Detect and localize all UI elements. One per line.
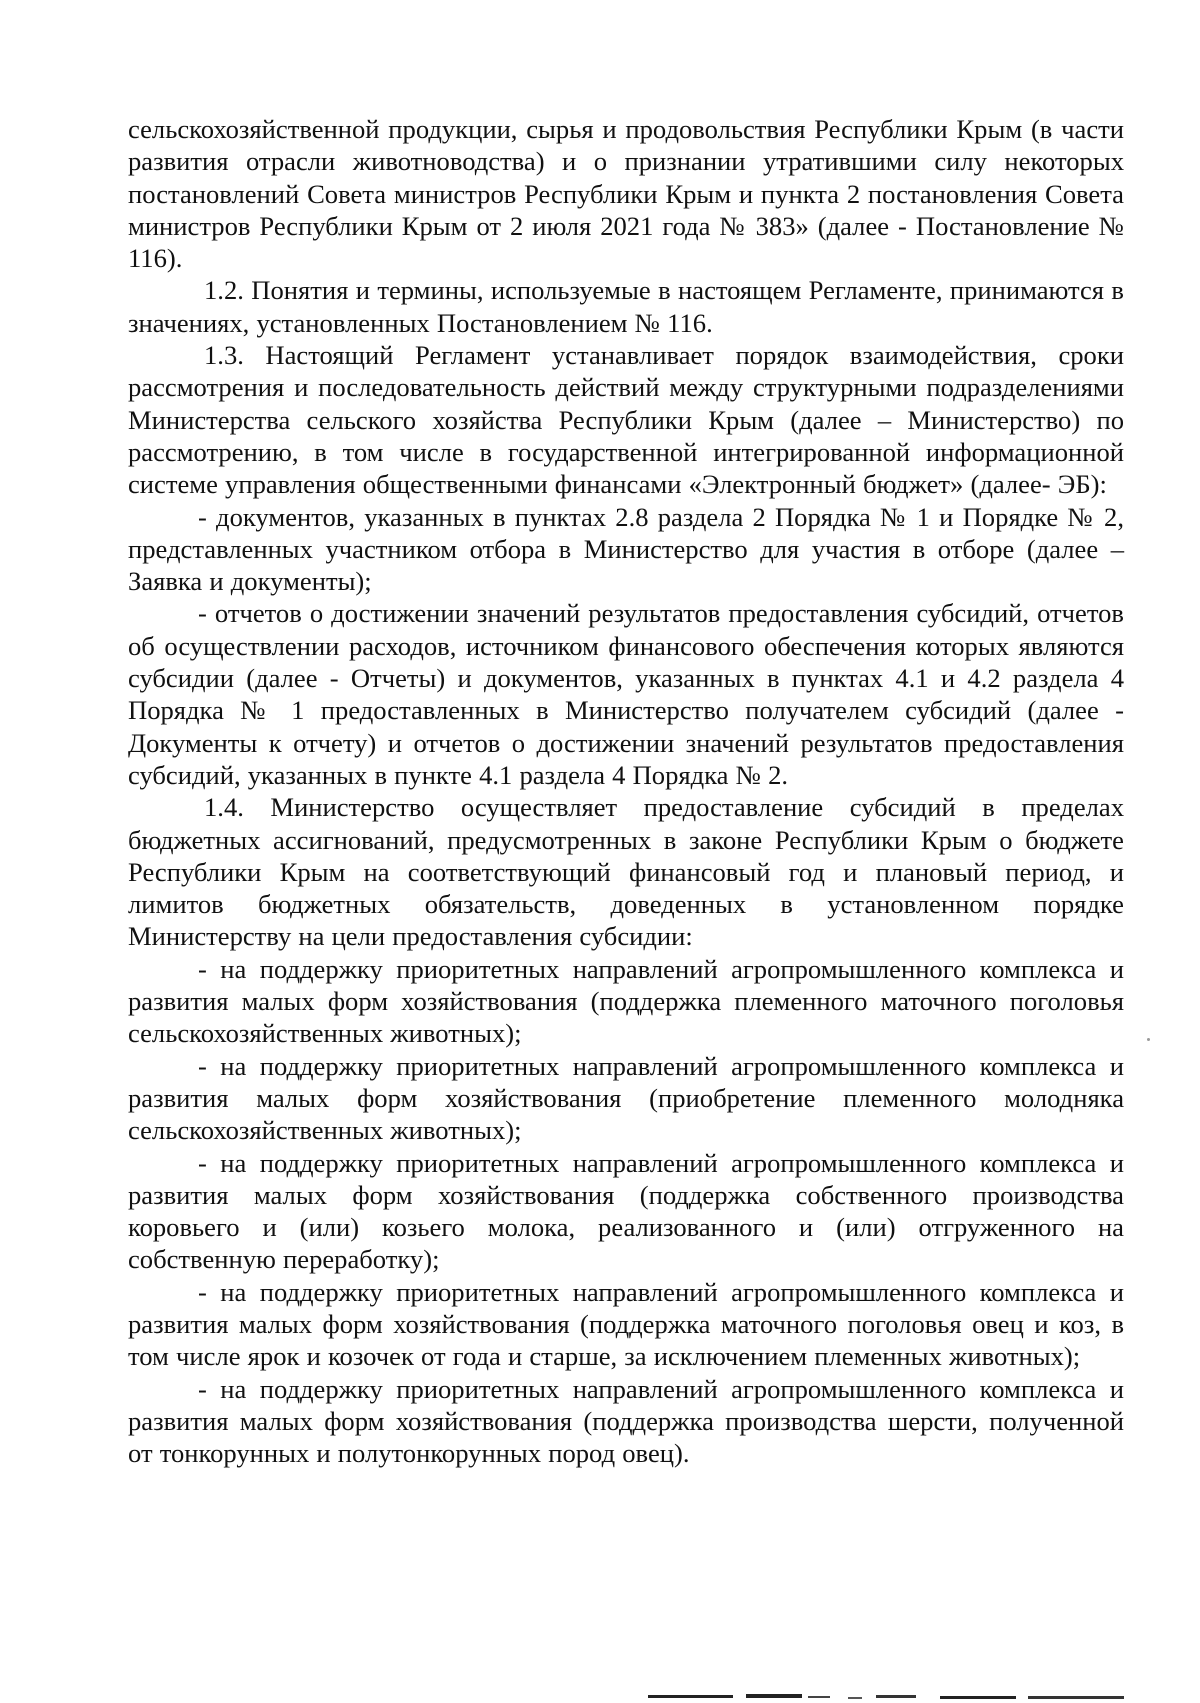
- list-item-documents: - документов, указанных в пунктах 2.8 раздела 2 Порядка № 1 и Порядке № 2, представленных участником отбора в Министерство для участия в отборе (далее – Заявка и документы);: [128, 501, 1124, 597]
- paragraph-1-2: 1.2. Понятия и термины, используемые в настоящем Регламенте, принимаются в значениях, установленных Постановлением № 116.: [128, 275, 1124, 338]
- paragraph-1-4: 1.4. Министерство осуществляет предоставление субсидий в пределах бюджетных ассигнований, предусмотренных в законе Республики Крым о бюджете Республики Крым на соответствующий финансовый год и плановый период, и лимитов бюджетных обязательств, доведенных в установленном порядке Министерству на цели предоставления субсидии:: [128, 792, 1124, 952]
- paragraph-1-3: 1.3. Настоящий Регламент устанавливает порядок взаимодействия, сроки рассмотрения и последовательность действий между структурными подразделениями Министерства сельского хозяйства Республики Крым (далее – Министерство) по рассмотрению, в том числе в государственной интегрированной информационной системе управления общественными финансами «Электронный бюджет» (далее- ЭБ):: [128, 340, 1124, 500]
- list-item-subsidy-milk: - на поддержку приоритетных направлений агропромышленного комплекса и развития малых форм хозяйствования (поддержка собственного производства коровьего и (или) козьего молока, реализованного и (или) отгруженного на собственную переработку);: [128, 1147, 1124, 1275]
- list-item-subsidy-wool: - на поддержку приоритетных направлений агропромышленного комплекса и развития малых форм хозяйствования (поддержка производства шерсти, полученной от тонкорунных и полутонкорунных пород овец).: [128, 1373, 1124, 1469]
- document-page: [128, 113, 1124, 1469]
- scan-artifact-lines: [648, 1694, 1168, 1703]
- list-item-subsidy-young-stock: - на поддержку приоритетных направлений агропромышленного комплекса и развития малых форм хозяйствования (приобретение племенного молодняка сельскохозяйственных животных);: [128, 1050, 1124, 1146]
- list-item-subsidy-breeding-stock: - на поддержку приоритетных направлений агропромышленного комплекса и развития малых форм хозяйствования (поддержка племенного маточного поголовья сельскохозяйственных животных);: [128, 953, 1124, 1049]
- list-item-reports: - отчетов о достижении значений результатов предоставления субсидий, отчетов об осуществлении расходов, источником финансового обеспечения которых являются субсидии (далее - Отчеты) и документов, указанных в пунктах 4.1 и 4.2 раздела 4 Порядка № 1 предоставленных в Министерство получателем субсидий (далее - Документы к отчету) и отчетов о достижении значений результатов предоставления субсидий, указанных в пункте 4.1 раздела 4 Порядка № 2.: [128, 598, 1124, 790]
- paragraph-continuation: сельскохозяйственной продукции, сырья и продовольствия Республики Крым (в части развития отрасли животноводства) и о признании утратившими силу некоторых постановлений Совета министров Республики Крым и пункта 2 постановления Совета министров Республики Крым от 2 июля 2021 года № 383» (далее - Постановление № 116).: [128, 114, 1124, 274]
- scan-speck: [1147, 1038, 1150, 1041]
- list-item-subsidy-sheep-goats: - на поддержку приоритетных направлений агропромышленного комплекса и развития малых форм хозяйствования (поддержка маточного поголовья овец и коз, в том числе ярок и козочек от года и старше, за исключением племенных животных);: [128, 1276, 1124, 1372]
